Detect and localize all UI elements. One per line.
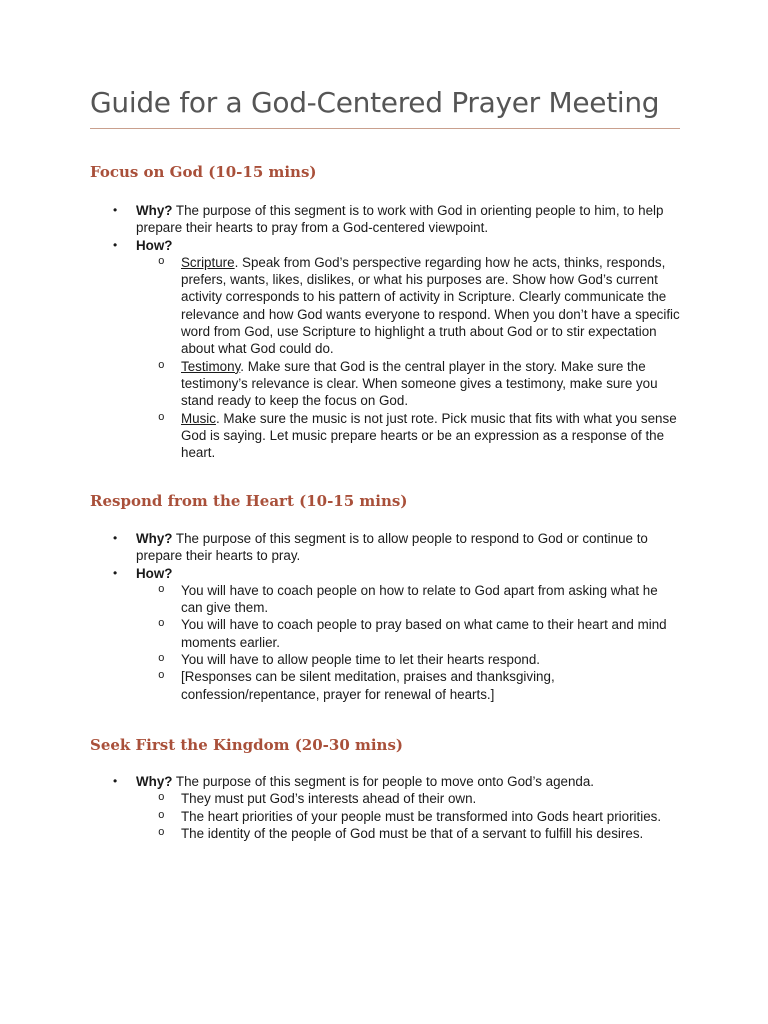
section-bullet-list (0, 530, 680, 703)
why-sublist (136, 790, 680, 842)
bullet-marker: • (113, 774, 118, 788)
sub-bullet-marker: o (158, 411, 165, 424)
sub-item (136, 825, 680, 842)
why-label: Why? (136, 774, 173, 789)
bullet-marker: • (113, 565, 118, 580)
sub-item (136, 582, 680, 617)
sub-item-text: You will have to coach people to pray based on what came to their heart and mind moments earlier. (181, 617, 667, 650)
why-item (0, 202, 680, 237)
why-text: The purpose of this segment is to work with God in orienting people to him, to help prepare their hearts to pray from a God-centered viewpoint. (136, 203, 664, 236)
why-label: Why? (136, 531, 173, 546)
bullet-marker: • (113, 237, 118, 252)
sub-bullet-marker: o (158, 792, 165, 805)
how-item (0, 237, 680, 462)
sub-item-text: . Make sure the music is not just rote. Pick music that fits with what you sense God is saying. Let music prepare hearts or be an expression as a response of the heart. (181, 410, 677, 461)
sub-item (136, 808, 680, 825)
sub-bullet-marker: o (158, 618, 165, 631)
how-sublist (136, 582, 680, 703)
sub-item-text: [Responses can be silent meditation, praises and thanksgiving, confession/repentance, prayer for renewal of hearts.] (181, 669, 555, 702)
section-bullet-list (0, 202, 680, 461)
sub-item-text: . Make sure that God is the central player in the story. Make sure the testimony’s relevance is clear. When someone gives a testimony, make sure you stand ready to keep the focus on God. (181, 358, 658, 409)
sub-item-text: You will have to coach people on how to relate to God apart from asking what he can give them. (181, 582, 658, 616)
why-text: The purpose of this segment is for people to move onto God’s agenda. (172, 774, 595, 789)
bullet-marker: • (113, 531, 118, 545)
how-sublist (136, 254, 680, 462)
sub-bullet-marker: o (158, 255, 165, 268)
sub-bullet-marker: o (158, 826, 165, 839)
how-label: How? (136, 237, 173, 253)
document-title: Guide for a God-Centered Prayer Meeting (90, 86, 660, 119)
why-text: The purpose of this segment is to allow people to respond to God or continue to prepare their hearts to pray. (136, 531, 648, 564)
sub-item-term: Scripture (181, 254, 235, 270)
why-item (0, 773, 680, 842)
sub-item-testimony (136, 358, 680, 410)
sub-item-music (136, 410, 680, 462)
bullet-marker: • (113, 203, 118, 217)
sub-bullet-marker: o (158, 670, 165, 683)
sub-item (136, 668, 680, 703)
title-divider (90, 128, 680, 129)
sub-bullet-marker: o (158, 583, 165, 596)
sub-bullet-marker: o (158, 809, 165, 822)
section-bullet-list (0, 773, 680, 842)
sub-item-scripture (136, 254, 680, 358)
sub-item (136, 790, 680, 807)
why-label: Why? (136, 203, 173, 218)
sub-item-text: You will have to allow people time to let their hearts respond. (181, 652, 541, 668)
sub-item-text: They must put God’s interests ahead of their own. (181, 791, 477, 807)
sub-item-text: The identity of the people of God must be that of a servant to fulfill his desires. (181, 825, 644, 841)
sub-bullet-marker: o (158, 359, 165, 372)
section-heading: Respond from the Heart (10-15 mins) (90, 492, 408, 510)
sub-item (136, 616, 680, 651)
how-label: How? (136, 565, 173, 581)
how-item (0, 565, 680, 703)
section-heading: Focus on God (10-15 mins) (90, 163, 317, 181)
why-item (0, 530, 680, 565)
sub-item-text: . Speak from God’s perspective regarding how he acts, thinks, responds, prefers, wants, likes, dislikes, or what his purposes are. Show how God’s current activity corresponds to his pattern of activity in Scripture. Clearly communicate the relevance and how God wants everyone to respond. When you don’t have a specific word from God, use Scripture to highlight a truth about God or to stir expectation about what God could do. (181, 254, 680, 357)
sub-bullet-marker: o (158, 653, 165, 666)
sub-item-term: Testimony (181, 358, 241, 374)
sub-item (136, 651, 680, 668)
sub-item-term: Music (181, 410, 216, 426)
section-heading: Seek First the Kingdom (20-30 mins) (90, 736, 404, 754)
sub-item-text: The heart priorities of your people must be transformed into Gods heart priorities. (181, 808, 662, 824)
